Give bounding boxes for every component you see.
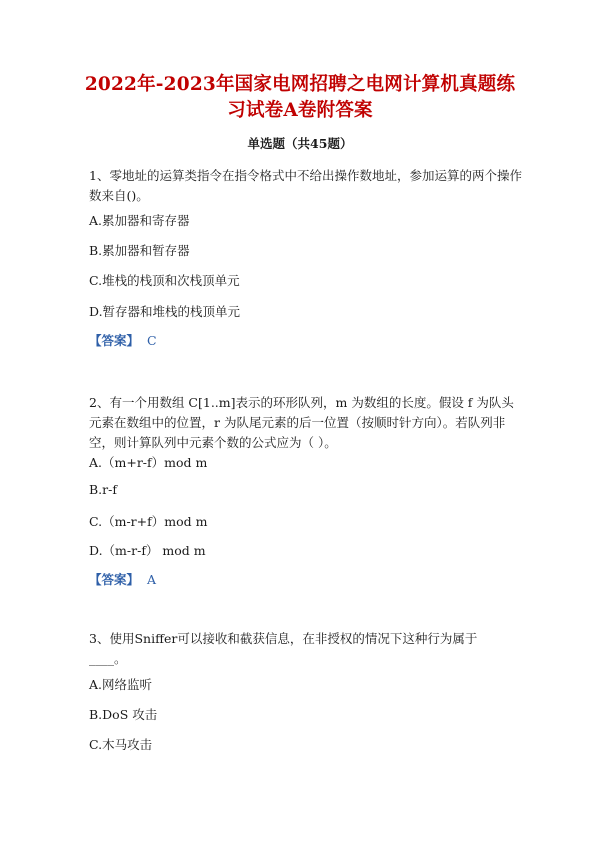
document-title — [60, 72, 540, 124]
question-3-stem-line-2: ____。 — [89, 651, 127, 666]
question-1-stem-line-1: 1、零地址的运算类指令在指令格式中不给出操作数地址，参加运算的两个操作 — [89, 168, 522, 183]
question-2-option-d: D.（m-r-f） mod m — [89, 543, 206, 558]
question-2-stem-line-3: 空，则计算队列中元素个数的公式应为（ ）。 — [89, 435, 337, 450]
question-1-option-c: C.堆栈的栈顶和次栈顶单元 — [89, 273, 240, 288]
question-1-option-d: D.暂存器和堆栈的栈顶单元 — [89, 304, 241, 319]
question-3-option-a: A.网络监听 — [89, 677, 153, 692]
section-heading: 单选题（共45题） — [247, 136, 353, 151]
question-2-stem-line-1: 2、有一个用数组 C[1..m]表示的环形队列，m 为数组的长度。假设 f 为队头 — [89, 395, 514, 410]
question-3-option-b: B.DoS 攻击 — [89, 707, 158, 722]
question-2-option-c: C.（m-r+f）mod m — [89, 514, 208, 529]
question-1-option-b: B.累加器和暂存器 — [89, 243, 190, 258]
question-1-answer — [89, 331, 157, 349]
title-line-1: 2022年-2023年国家电网招聘之电网计算机真题练 — [84, 74, 516, 95]
question-2-answer — [89, 570, 156, 588]
question-2-stem-line-2: 元素在数组中的位置，r 为队尾元素的后一位置（按顺时针方向）。若队列非 — [89, 415, 506, 430]
question-1-stem-line-2: 数来自()。 — [89, 188, 149, 203]
answer-label: 【答案】 — [89, 572, 140, 587]
answer-label: 【答案】 — [89, 333, 140, 348]
answer-value: A — [147, 572, 157, 587]
question-1-option-a: A.累加器和寄存器 — [89, 213, 190, 228]
answer-value: C — [147, 333, 157, 348]
question-2-option-b: B.r-f — [89, 482, 117, 497]
question-3-option-c: C.木马攻击 — [89, 737, 153, 752]
question-2-option-a: A.（m+r-f）mod m — [89, 455, 208, 470]
question-3-stem-line-1: 3、使用Sniffer可以接收和截获信息，在非授权的情况下这种行为属于 — [89, 631, 478, 646]
title-line-2: 习试卷A卷附答案 — [227, 100, 373, 121]
